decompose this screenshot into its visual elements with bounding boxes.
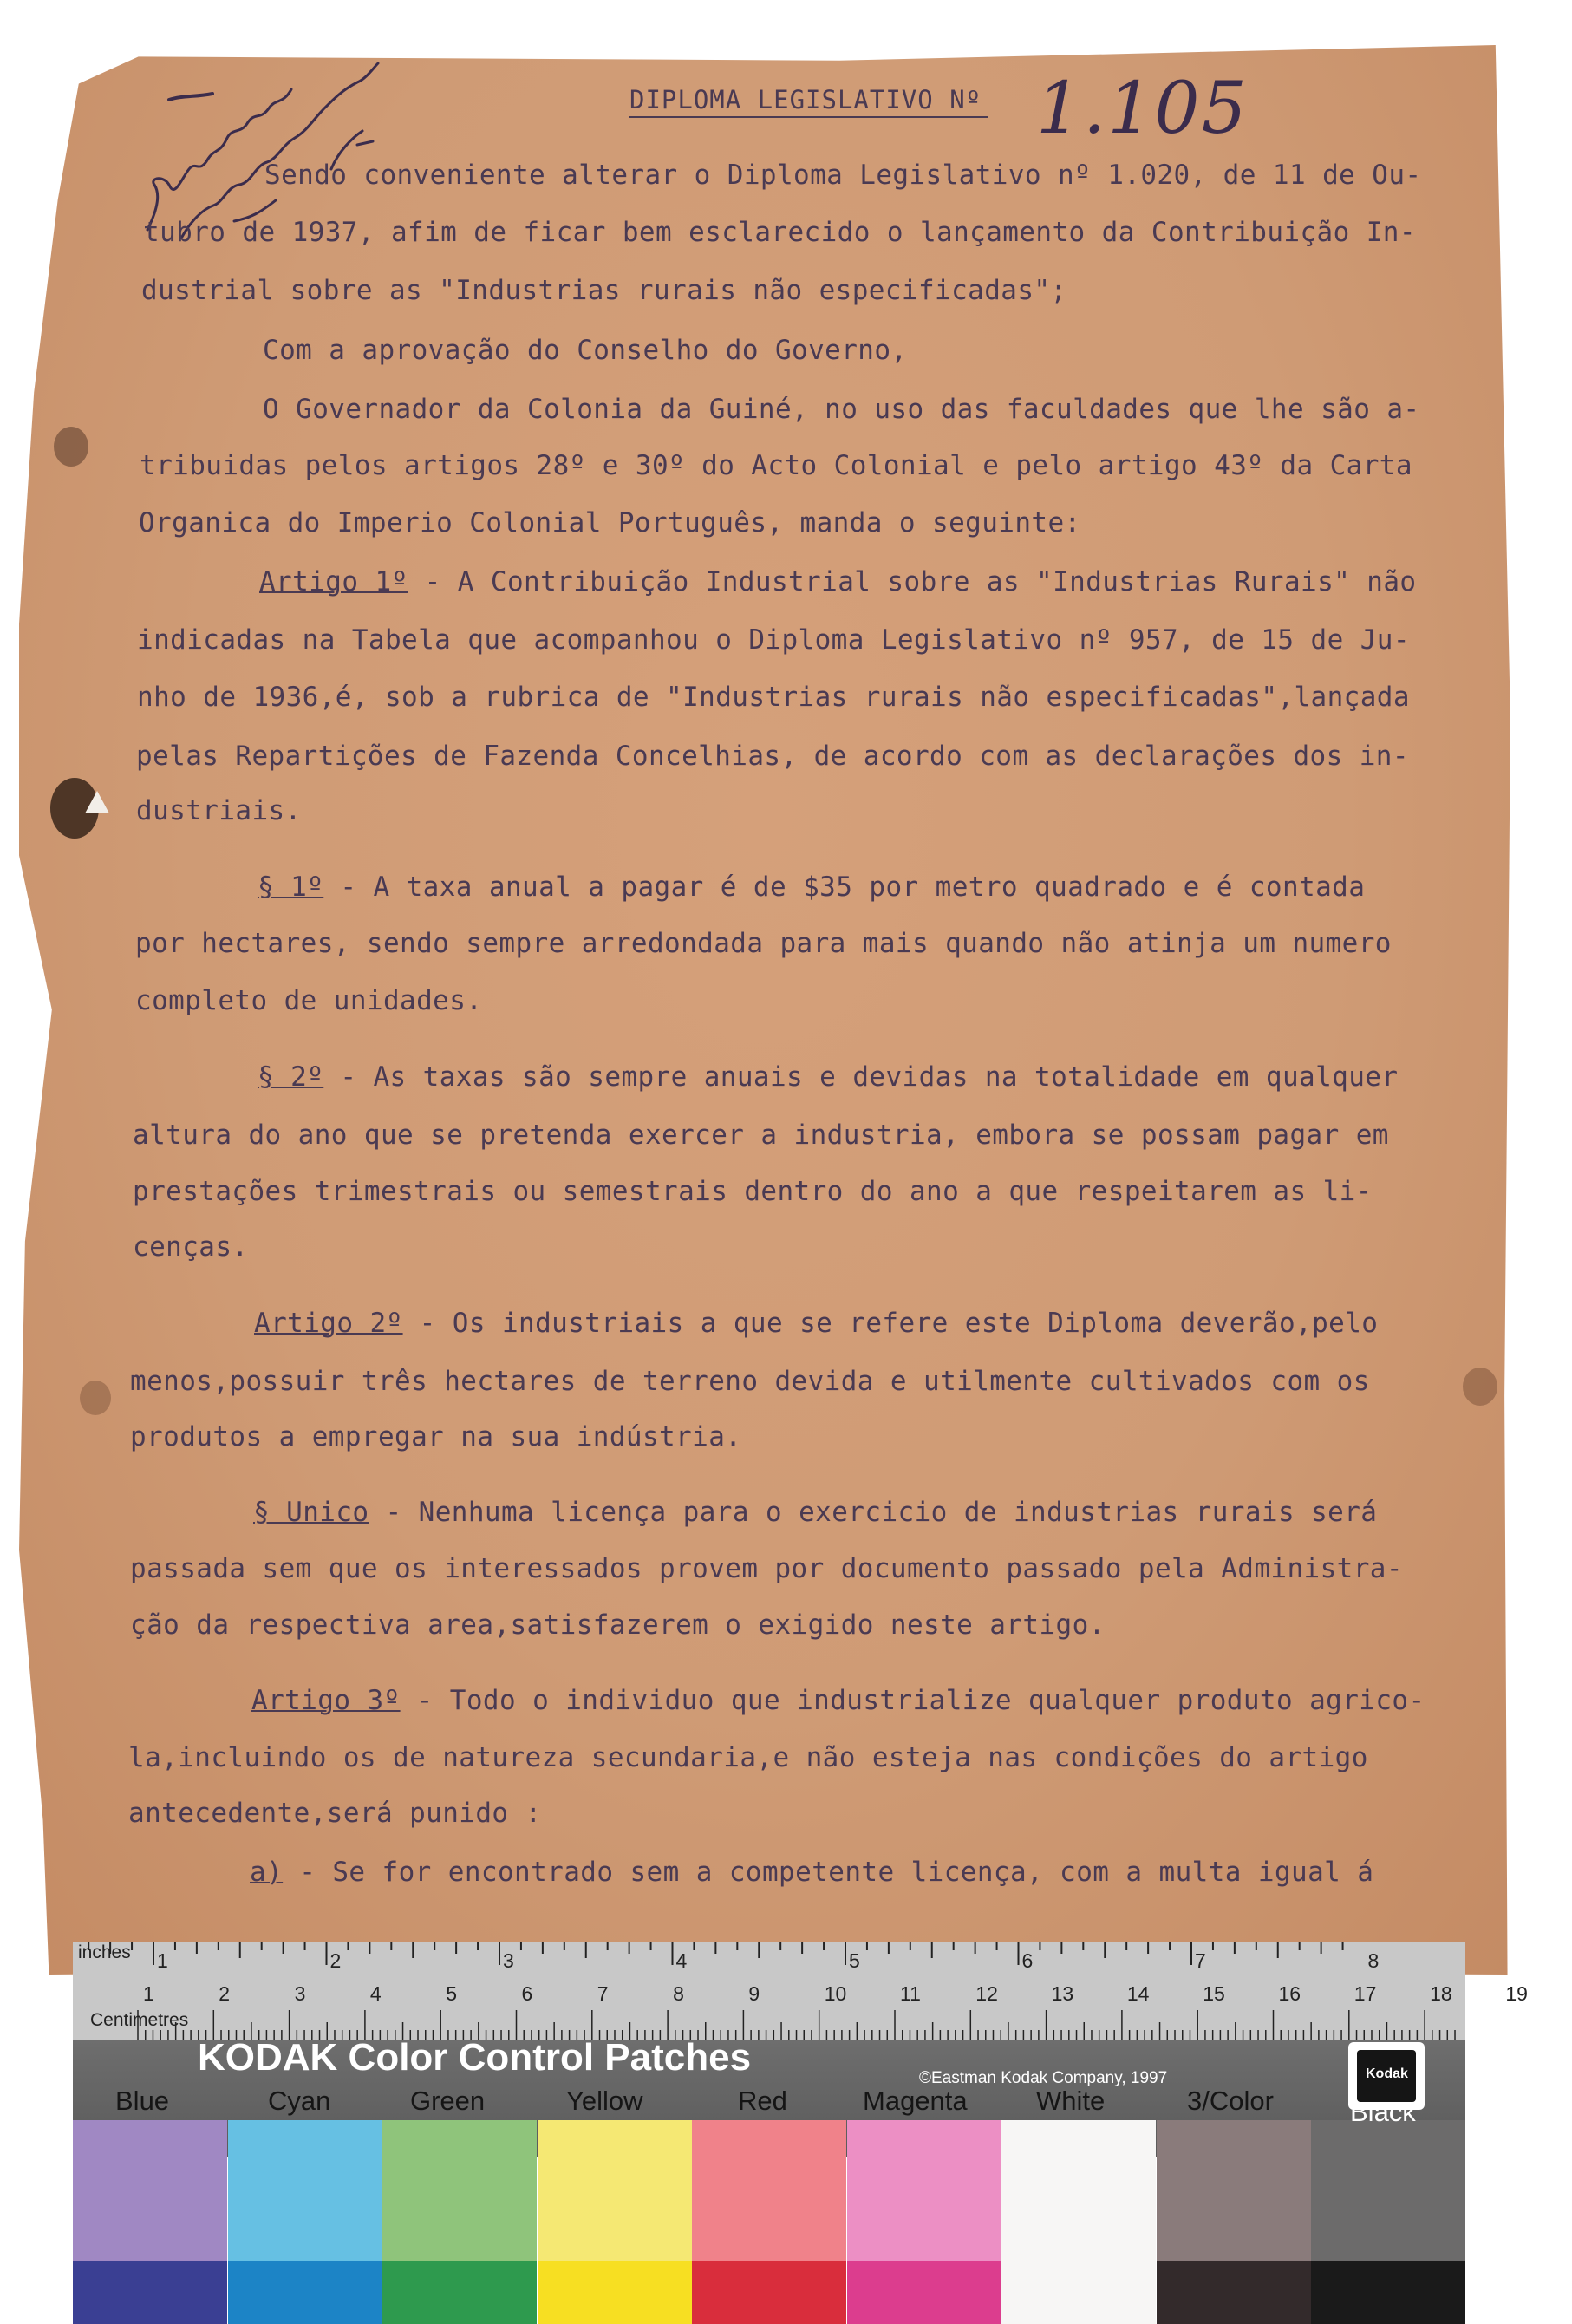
patch-bottom-swatch — [73, 2261, 227, 2324]
color-patch-black — [1311, 2120, 1465, 2324]
cm-number: 5 — [446, 1982, 457, 2005]
cm-number: 14 — [1126, 1982, 1150, 2005]
patch-top-swatch — [692, 2120, 846, 2261]
article-2-line: Artigo 2º - Os industriais a que se refere este Diploma deverão,pelo — [254, 1308, 1379, 1339]
color-patch-red — [692, 2120, 846, 2324]
patch-label-yellow: Yellow — [566, 2086, 643, 2116]
handwritten-diploma-number: 1.105 — [1036, 68, 1249, 150]
patch-bottom-swatch — [847, 2261, 1001, 2324]
alinea-a-line: a) - Se for encontrado sem a competente licença, com a multa igual á — [250, 1857, 1374, 1888]
paragraph-heading: § 1º — [258, 872, 324, 903]
inches-label: inches — [78, 1942, 131, 1962]
text-line: produtos a empregar na sua indústria. — [130, 1421, 742, 1452]
text-line: cenças. — [133, 1231, 249, 1263]
text-line: passada sem que os interessados provem por documento passado pela Administra- — [130, 1553, 1403, 1584]
patch-label-black: Black — [1350, 2097, 1416, 2127]
inch-number: 3 — [503, 1949, 514, 1972]
patch-top-swatch — [1311, 2120, 1465, 2261]
color-patch-green — [382, 2120, 537, 2324]
text-line: Com a aprovação do Conselho do Governo, — [263, 335, 908, 366]
cm-number: 13 — [1051, 1982, 1074, 2005]
cm-number: 11 — [900, 1982, 921, 2005]
patch-label-green: Green — [410, 2086, 486, 2116]
text-line: por hectares, sendo sempre arredondada para mais quando não atinja um numero — [135, 928, 1392, 959]
color-patch-magenta — [847, 2120, 1001, 2324]
article-3-line: Artigo 3º - Todo o individuo que industrialize qualquer produto agrico- — [251, 1685, 1425, 1716]
paragraph-2-line: § 2º - As taxas são sempre anuais e devidas na totalidade em qualquer — [258, 1061, 1399, 1093]
patch-label-3color: 3/Color — [1187, 2086, 1274, 2116]
cm-number: 7 — [597, 1982, 609, 2005]
color-patch-3color — [1157, 2120, 1311, 2324]
patch-bottom-swatch — [228, 2261, 382, 2324]
patch-label-magenta: Magenta — [863, 2086, 968, 2116]
text-line: nho de 1936,é, sob a rubrica de "Industrias rurais não especificadas",lançada — [137, 682, 1410, 713]
patch-top-swatch — [538, 2120, 692, 2261]
patch-bottom-swatch — [538, 2261, 692, 2324]
cm-number: 9 — [748, 1982, 760, 2005]
cm-number: 15 — [1203, 1982, 1225, 2005]
cm-number: 12 — [975, 1982, 998, 2005]
inch-number: 5 — [849, 1949, 860, 1972]
inch-number: 7 — [1195, 1949, 1206, 1972]
patch-top-swatch — [1001, 2120, 1156, 2261]
text-line: dustriais. — [136, 795, 302, 826]
cm-number: 2 — [219, 1982, 231, 2005]
color-patch-white — [1001, 2120, 1156, 2324]
article-1-line: Artigo 1º - A Contribuição Industrial sobre as "Industrias Rurais" não — [259, 566, 1417, 597]
text-line: tribuidas pelos artigos 28º e 30º do Acto Colonial e pelo artigo 43º da Carta — [140, 450, 1412, 481]
patch-label-white: White — [1036, 2086, 1106, 2116]
alinea-heading: a) — [250, 1857, 284, 1888]
ruler-ticks — [73, 1942, 1465, 2040]
paper-hole-icon — [85, 791, 109, 813]
paragraph-heading: § 2º — [258, 1061, 324, 1093]
inch-number: 6 — [1021, 1949, 1034, 1972]
cm-number: 19 — [1505, 1982, 1528, 2005]
kodak-logo-mark — [1357, 2050, 1416, 2102]
paper-stain — [1463, 1368, 1497, 1406]
text-line: menos,possuir três hectares de terreno devida e utilmente cultivados com os — [130, 1366, 1370, 1397]
patch-top-swatch — [73, 2120, 227, 2261]
inch-number: 8 — [1367, 1949, 1380, 1972]
color-patch-yellow — [538, 2120, 692, 2324]
text-line: tubro de 1937, afim de ficar bem esclarecido o lançamento da Contribuição In- — [143, 217, 1416, 248]
cm-number: 18 — [1430, 1982, 1452, 2005]
paragraph-1-line: § 1º - A taxa anual a pagar é de $35 por metro quadrado e é contada — [258, 872, 1366, 903]
cm-number: 17 — [1353, 1982, 1377, 2005]
centimetres-label: Centimetres — [90, 2010, 189, 2030]
patch-label-red: Red — [738, 2086, 787, 2116]
patch-top-swatch — [1157, 2120, 1311, 2261]
text-line: completo de unidades. — [135, 985, 483, 1016]
paper-stain — [80, 1381, 111, 1415]
cm-number: 16 — [1278, 1982, 1301, 2005]
document-title: DIPLOMA LEGISLATIVO Nº — [629, 85, 988, 118]
text-line: pelas Repartições de Fazenda Concelhias, de acordo com as declarações dos in- — [136, 741, 1409, 772]
text-line: Organica do Imperio Colonial Português, manda o seguinte: — [139, 507, 1081, 539]
color-patch-cyan — [228, 2120, 382, 2324]
article-heading: Artigo 1º — [259, 566, 408, 597]
inch-number: 4 — [675, 1949, 688, 1972]
text-line: indicadas na Tabela que acompanhou o Diploma Legislativo nº 957, de 15 de Ju- — [137, 624, 1410, 656]
text-line: la,incluindo os de natureza secundaria,e não esteja nas condições do artigo — [128, 1742, 1368, 1773]
color-patch-blue — [73, 2120, 227, 2324]
kodak-title: KODAK Color Control Patches — [198, 2036, 752, 2079]
article-heading: Artigo 2º — [254, 1308, 403, 1339]
kodak-logo-text: Kodak — [1366, 2066, 1408, 2081]
paragraph-unico-line: § Unico - Nenhuma licença para o exercicio de industrias rurais será — [253, 1497, 1378, 1528]
cm-number: 3 — [294, 1982, 306, 2005]
patch-bottom-swatch — [1001, 2261, 1156, 2324]
measurement-ruler — [73, 1942, 1528, 2040]
inch-number: 1 — [157, 1949, 168, 1972]
patch-label-cyan: Cyan — [268, 2086, 331, 2116]
text-line: O Governador da Colonia da Guiné, no uso das faculdades que lhe são a- — [263, 394, 1420, 425]
patch-top-swatch — [847, 2120, 1001, 2261]
patch-top-swatch — [382, 2120, 537, 2261]
patch-top-swatch — [228, 2120, 382, 2261]
handwritten-dash — [165, 78, 217, 113]
paragraph-heading: § Unico — [253, 1497, 369, 1528]
text-line: antecedente,será punido : — [128, 1798, 542, 1829]
cm-number: 6 — [521, 1982, 533, 2005]
copyright-text: ©Eastman Kodak Company, 1997 — [919, 2069, 1168, 2087]
text-line: ção da respectiva area,satisfazerem o exigido neste artigo. — [130, 1609, 1106, 1641]
patch-bottom-swatch — [1311, 2261, 1465, 2324]
patch-bottom-swatch — [1157, 2261, 1311, 2324]
color-patches-row — [73, 2120, 1465, 2324]
cm-number: 4 — [369, 1982, 382, 2005]
cm-number: 1 — [143, 1982, 154, 2005]
patch-bottom-swatch — [382, 2261, 537, 2324]
cm-number: 10 — [824, 1982, 847, 2005]
text-line: dustrial sobre as "Industrias rurais não especificadas"; — [141, 275, 1067, 306]
text-line: prestações trimestrais ou semestrais dentro do ano a que respeitarem as li- — [133, 1176, 1373, 1207]
patch-label-blue: Blue — [115, 2086, 170, 2116]
inch-number: 2 — [329, 1949, 342, 1972]
paper-stain — [54, 427, 88, 467]
patch-bottom-swatch — [692, 2261, 846, 2324]
text-line: Sendo conveniente alterar o Diploma Legislativo nº 1.020, de 11 de Ou- — [264, 160, 1422, 191]
article-heading: Artigo 3º — [251, 1685, 401, 1716]
text-line: altura do ano que se pretenda exercer a industria, embora se possam pagar em — [133, 1120, 1389, 1151]
cm-number: 8 — [673, 1982, 684, 2005]
